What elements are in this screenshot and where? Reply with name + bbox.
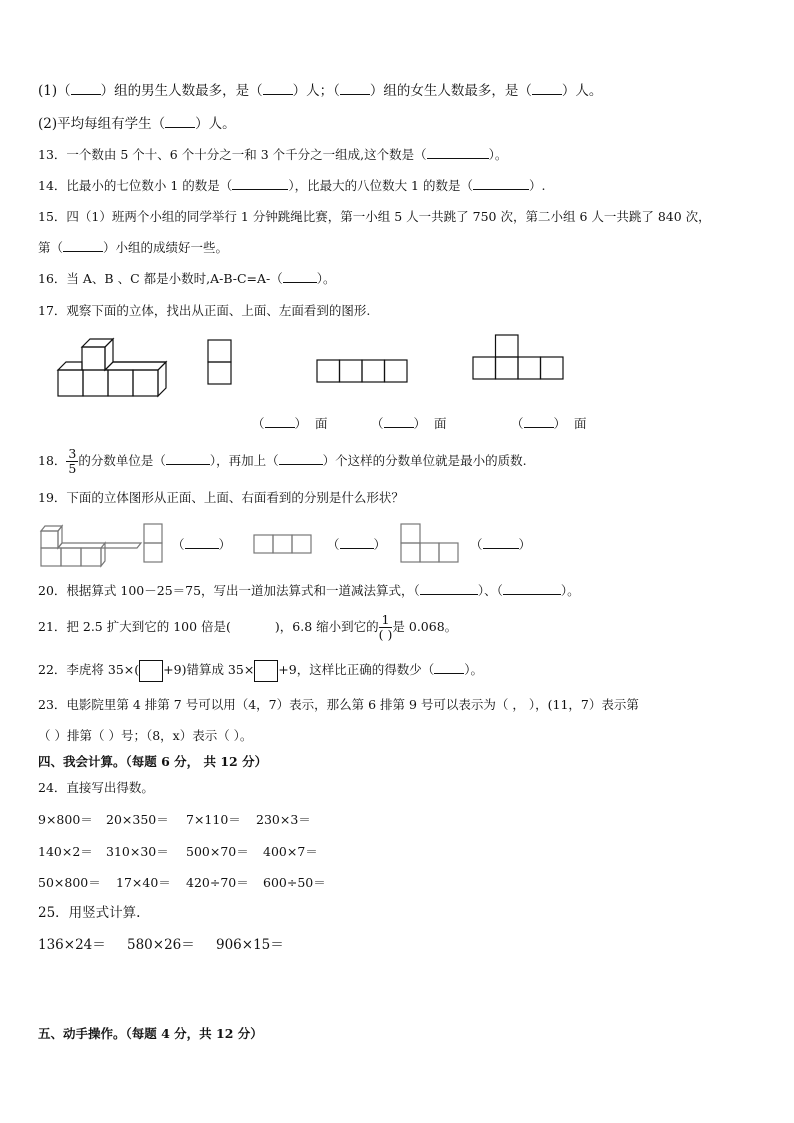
- vertical-calc-item: 906×15＝: [216, 937, 284, 953]
- q17-view-vertical: [207, 339, 233, 387]
- question-15-line-1: 15．四（1）班两个小组的同学举行 1 分钟跳绳比赛，第一小组 5 人一共跳了 750 次，第二小组 6 人一共跳了 840 次，: [38, 209, 711, 224]
- answer-blank[interactable]: [524, 415, 554, 428]
- q17-answer-2: （ ） 面: [371, 416, 447, 431]
- q24-row-1: [38, 811, 311, 829]
- q17-solid-figure: [56, 338, 171, 400]
- answer-blank[interactable]: [473, 177, 529, 190]
- q17-view-row-of-four: [316, 359, 411, 385]
- q17-view-front-shape: [472, 334, 568, 382]
- answer-blank[interactable]: [63, 239, 103, 252]
- q19-answer-1: （ ）: [172, 537, 232, 552]
- calc-item: 600÷50＝: [263, 875, 326, 890]
- q17-answer-3: （ ） 面: [511, 416, 587, 431]
- prev-question-line-1: (1)（ ）组的男生人数最多，是（ ）人；（ ）组的女生人数最多，是（ ）人。: [38, 83, 603, 99]
- calc-item: 420÷70＝: [186, 875, 249, 890]
- calc-item: 500×70＝: [186, 844, 249, 859]
- calc-item: 50×800＝: [38, 875, 101, 890]
- q24-row-3: [38, 874, 326, 892]
- question-22: 22．李虎将 35×( +9)错算成 35× +9，这样比正确的得数少（ ）。: [38, 659, 483, 682]
- q19-solid-figure: [40, 522, 106, 568]
- answer-blank[interactable]: [340, 536, 374, 549]
- question-16: 16．当 A、B 、C 都是小数时,A-B-C=A-（ ）。: [38, 271, 336, 286]
- q25-items: [38, 936, 284, 954]
- question-18: 18． $\frac{3}{5}$ 的分数单位是（ ），再加上（ ）个这样的分数单位就是最小的质数.: [38, 446, 527, 476]
- answer-blank[interactable]: [283, 270, 317, 283]
- answer-blank[interactable]: [434, 661, 464, 674]
- answer-blank[interactable]: [483, 536, 519, 549]
- question-23-line-1: 23．电影院里第 4 排第 7 号可以用（4，7）表示，那么第 6 排第 9 号可以表示为（ ， ），(11，7）表示第: [38, 697, 639, 712]
- question-20: 20．根据算式 100－25＝75，写出一道加法算式和一道减法算式，（ ）、（ ）。: [38, 583, 580, 598]
- q17-answer-1: （ ） 面: [252, 416, 328, 431]
- calc-item: 310×30＝: [106, 844, 169, 859]
- q24-row-2: [38, 843, 318, 861]
- question-24-title: 24．直接写出得数。: [38, 780, 154, 795]
- question-19: 19．下面的立体图形从正面、上面、右面看到的分别是什么形状？: [38, 490, 404, 505]
- fraction-3-5: $\frac{3}{5}$: [68, 446, 77, 476]
- answer-blank[interactable]: [265, 415, 295, 428]
- section-5-title: 五、动手操作。（每题 4 分，共 12 分）: [38, 1026, 263, 1041]
- q19-view-row-of-three: [253, 534, 313, 556]
- vertical-calc-item: 136×24＝: [38, 937, 106, 953]
- prev-question-line-2: (2)平均每组有学生（ ）人。: [38, 116, 236, 132]
- answer-blank[interactable]: [232, 177, 288, 190]
- q19-answer-2: （ ）: [327, 537, 387, 552]
- answer-blank[interactable]: [71, 82, 101, 95]
- q19-view-vertical: [143, 523, 165, 565]
- question-21: 21．把 2.5 扩大到它的 100 倍是( )，6.8 缩小到它的 $\frac{1}{( )}$ 是 0.068。: [38, 612, 458, 642]
- empty-box[interactable]: [139, 660, 163, 682]
- answer-blank[interactable]: [420, 582, 478, 595]
- empty-box[interactable]: [254, 660, 278, 682]
- q19-answer-3: （ ）: [470, 537, 532, 552]
- question-14: 14．比最小的七位数小 1 的数是（ ），比最大的八位数大 1 的数是（ ）.: [38, 178, 546, 193]
- question-15-line-2: 第（ ）小组的成绩好一些。: [38, 240, 229, 255]
- section-4-title: 四、我会计算。（每题 6 分， 共 12 分）: [38, 754, 268, 769]
- calc-item: 400×7＝: [263, 844, 318, 859]
- answer-blank[interactable]: [279, 452, 323, 465]
- answer-blank[interactable]: [384, 415, 414, 428]
- fraction-1-over-blank: $\frac{1}{( )}$: [378, 612, 393, 642]
- q19-view-l-shape: [400, 523, 460, 565]
- calc-item: 7×110＝: [186, 812, 241, 827]
- answer-blank[interactable]: [503, 582, 561, 595]
- answer-blank[interactable]: [340, 82, 370, 95]
- question-25-title: 25．用竖式计算.: [38, 905, 141, 921]
- calc-item: 20×350＝: [106, 812, 169, 827]
- answer-blank[interactable]: [165, 115, 195, 128]
- question-13: 13．一个数由 5 个十、6 个十分之一和 3 个千分之一组成,这个数是（ ）。: [38, 147, 508, 162]
- calc-item: 9×800＝: [38, 812, 93, 827]
- answer-blank[interactable]: [532, 82, 562, 95]
- calc-item: 17×40＝: [116, 875, 171, 890]
- calc-item: 140×2＝: [38, 844, 93, 859]
- vertical-calc-item: 580×26＝: [127, 937, 195, 953]
- answer-blank[interactable]: [263, 82, 293, 95]
- answer-blank[interactable]: [427, 146, 489, 159]
- question-17: 17．观察下面的立体，找出从正面、上面、左面看到的图形.: [38, 303, 371, 318]
- question-23-line-2: （ ）排第（ ）号；（8，x）表示（ ）。: [38, 728, 253, 743]
- answer-blank[interactable]: [166, 452, 210, 465]
- calc-item: 230×3＝: [256, 812, 311, 827]
- answer-blank[interactable]: [185, 536, 219, 549]
